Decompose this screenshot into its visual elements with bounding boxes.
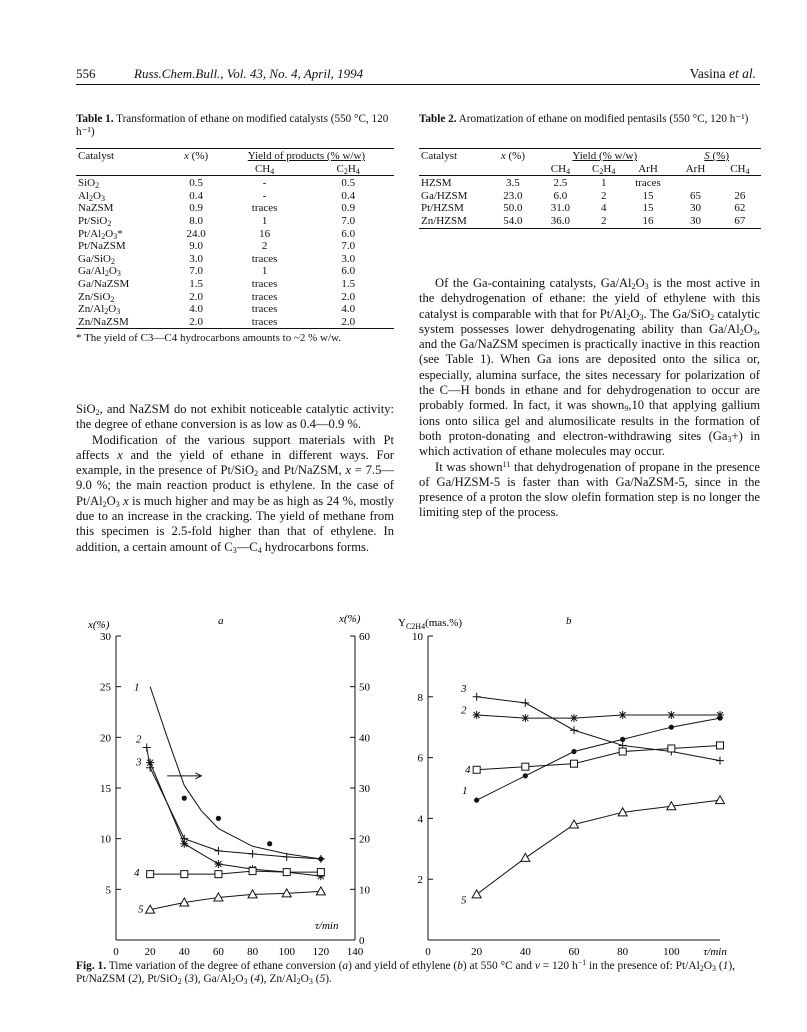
table1-row bbox=[76, 190, 394, 203]
data-point-triangle bbox=[472, 890, 481, 898]
table1-cell: 16 bbox=[259, 227, 271, 240]
panel-label-b: b bbox=[566, 615, 572, 627]
table1-cell: 24.0 bbox=[186, 227, 206, 240]
y-tick-label: 2 bbox=[417, 874, 423, 887]
table2-cell: 15 bbox=[642, 202, 654, 215]
table2-cell: 30 bbox=[690, 214, 702, 227]
table1-cell: 0.5 bbox=[189, 177, 203, 190]
y-tick-label: 8 bbox=[417, 691, 423, 704]
table1-cell: 0.9 bbox=[189, 202, 203, 215]
data-point-asterisk bbox=[667, 711, 675, 719]
data-point-asterisk bbox=[473, 711, 481, 719]
table1-cell: 1 bbox=[261, 214, 268, 227]
table1-cell: NaZSM bbox=[78, 202, 114, 215]
series-label-3: 3 bbox=[136, 756, 142, 769]
table1-row bbox=[76, 228, 394, 241]
left-paragraph-1: SiO$_2$, and NaZSM do not exhibit noticeable catalytic activity: the degree of ethane conversion is as low as 0.4—0.9 %. bbox=[76, 402, 394, 432]
data-point-dot bbox=[669, 725, 674, 730]
table1-row bbox=[76, 291, 394, 304]
table1-cell: 4.0 bbox=[341, 303, 356, 316]
table2-cell: 62 bbox=[734, 202, 746, 215]
table1-cell: 0.4 bbox=[341, 189, 356, 202]
y-tick-label-right: 50 bbox=[359, 681, 370, 694]
data-point-triangle bbox=[521, 853, 530, 861]
data-point-triangle bbox=[716, 796, 725, 804]
figure-caption-label: Fig. 1. bbox=[76, 960, 107, 972]
table1-cell: 1 bbox=[261, 265, 268, 278]
data-point-asterisk bbox=[180, 840, 188, 848]
table1-cell: traces bbox=[251, 252, 278, 265]
table1-cell: traces bbox=[251, 277, 278, 290]
table1-head-x: x (%) bbox=[183, 150, 209, 162]
table1-cell: 6.0 bbox=[341, 265, 356, 278]
x-tick-label: 40 bbox=[519, 946, 531, 958]
data-point-plus bbox=[570, 726, 578, 734]
table1-cell: 0.5 bbox=[341, 177, 356, 190]
data-point-square bbox=[181, 871, 188, 878]
table1-cell: 7.0 bbox=[341, 240, 356, 253]
table1-cell: SiO$_2$ bbox=[78, 177, 100, 191]
data-point-square bbox=[619, 748, 626, 755]
table1-label: Table 1. bbox=[76, 113, 114, 125]
chart-panel-b bbox=[398, 615, 727, 958]
table1-cell: 4.0 bbox=[189, 303, 203, 316]
table1-grid bbox=[76, 148, 394, 330]
table2-cell: traces bbox=[635, 177, 661, 190]
table2-cell: 31.0 bbox=[550, 202, 571, 215]
x-tick-label: 0 bbox=[113, 946, 119, 958]
table2-cell: 15 bbox=[642, 189, 654, 202]
data-point-square bbox=[283, 869, 290, 876]
table2-cell: 2 bbox=[600, 214, 607, 227]
series-label-5: 5 bbox=[138, 903, 144, 916]
table1 bbox=[76, 148, 394, 344]
table1-cell: 6.0 bbox=[341, 227, 356, 240]
table2-label: Table 2. bbox=[419, 113, 457, 125]
data-point-square bbox=[668, 745, 675, 752]
data-point-dot bbox=[182, 796, 187, 801]
table1-cell: 2.0 bbox=[189, 315, 203, 328]
table1-head-c2h4: $C_2H_4$ bbox=[336, 162, 360, 176]
y-tick-label-left: 5 bbox=[105, 884, 111, 897]
table2-row bbox=[419, 202, 761, 215]
table2-cell: Ga/HZSM bbox=[421, 189, 468, 202]
table2-cell: 1 bbox=[600, 177, 607, 190]
data-point-plus bbox=[473, 693, 481, 701]
data-point-square bbox=[522, 763, 529, 770]
right-column-text bbox=[419, 276, 760, 521]
table1-cell: traces bbox=[251, 202, 278, 215]
table2-caption bbox=[419, 113, 761, 126]
table2-row bbox=[419, 177, 761, 190]
axis-arrow bbox=[167, 773, 201, 779]
table2-cell: 23.0 bbox=[503, 189, 523, 202]
series-label-5: 5 bbox=[461, 894, 467, 907]
y-tick-label-right: 0 bbox=[359, 935, 365, 947]
x-tick-label: 60 bbox=[568, 946, 580, 958]
table2-sub-c2h4: $C_2H_4$ bbox=[592, 162, 616, 176]
x-tick-label: 80 bbox=[247, 946, 259, 958]
y-tick-label: 10 bbox=[412, 631, 423, 643]
x-tick-label: 120 bbox=[312, 946, 330, 958]
table1-head-ch4: $CH_4$ bbox=[254, 162, 275, 176]
right-paragraph-2: It was shown$^{11}$ that dehydrogenation of propane in the presence of Ga/HZSM-5 is faster than with Ga/NaZSM-5, since in the presence of a proton the slow olefin formation step is no longer the limiting step of the process. bbox=[419, 459, 760, 520]
table1-cell: 2 bbox=[261, 240, 268, 253]
table1-cell: 7.0 bbox=[341, 214, 356, 227]
data-point-dot bbox=[474, 798, 479, 803]
table1-row bbox=[76, 265, 394, 278]
table2-head-catalyst: Catalyst bbox=[421, 150, 458, 162]
x-tick-label: 20 bbox=[144, 946, 156, 958]
panel-label-a: a bbox=[218, 615, 224, 627]
table2-sub-ch4: $CH_4$ bbox=[550, 162, 571, 176]
table1-cell: 3.0 bbox=[189, 252, 203, 265]
y-tick-label-left: 20 bbox=[100, 732, 111, 745]
table1-row bbox=[76, 303, 394, 316]
table1-cell: Pt/SiO$_2$ bbox=[78, 214, 112, 228]
series-line bbox=[477, 715, 720, 718]
data-point-asterisk bbox=[716, 711, 724, 719]
y-tick-label-left: 30 bbox=[100, 631, 111, 643]
series-line bbox=[150, 687, 321, 859]
x-axis-label: τ/min bbox=[703, 946, 727, 958]
left-column-text bbox=[76, 402, 394, 555]
y-tick-label-left: 10 bbox=[100, 833, 111, 846]
journal-citation: Russ.Chem.Bull., Vol. 43, No. 4, April, 1994 bbox=[134, 66, 364, 81]
series-line bbox=[477, 697, 720, 761]
series-line bbox=[477, 745, 720, 769]
table1-caption-text: Transformation of ethane on modified catalysts (550 °C, 120 h⁻¹) bbox=[76, 113, 389, 139]
table2-row bbox=[419, 190, 761, 203]
data-point-plus bbox=[521, 699, 529, 707]
data-point-dot bbox=[571, 749, 576, 754]
table1-cell: 0.9 bbox=[341, 202, 356, 215]
right-paragraph-1: Of the Ga-containing catalysts, $Ga/Al_2O_3$ is the most active in the dehydrogenation of ethane: the yield of ethylene with this catalyst is comparable with that for $Pt/Al_2O_3$. The Ga/SiO$_2$ catalytic system possesses lower dehydrogenating ability than $Ga/Al_2O_3$, and the Ga/NaZSM specimen is practically inactive in this reaction (see Table 1). When Ga ions are deposited onto the silica or, especially, alumina surface, the sites necessary for polarization of the C—H bonds in ethane and for dehydrogenation to occur are probably formed. In fact, it was shown$_9$,10 that applying gallium ions onto silica gel and alumosilicate results in the formation of both proton-donating and electron-withdrawing sites $(Ga_3+)$ in which activation of ethane molecules may occur. bbox=[419, 276, 761, 459]
series-label-4: 4 bbox=[465, 763, 471, 776]
table1-cell: $Ga/Al_2O_3$ bbox=[78, 265, 121, 279]
x-tick-label: 80 bbox=[617, 946, 629, 958]
y-tick-label: 6 bbox=[417, 752, 423, 765]
table2-cell: 54.0 bbox=[503, 214, 523, 227]
table2-cell: HZSM bbox=[421, 177, 452, 190]
x-tick-label: 100 bbox=[278, 946, 295, 958]
table1-cell: 8.0 bbox=[189, 214, 203, 227]
x-tick-label: 20 bbox=[471, 946, 483, 958]
table1-row bbox=[76, 202, 394, 215]
data-point-square bbox=[317, 869, 324, 876]
table1-cell: traces bbox=[251, 290, 278, 303]
figure-caption-text: Time variation of the degree of ethane conversion (a) and yield of ethylene (b) at 550 °C and v = 120 $h^{-1}$ in the presence of: $Pt/Al_2O_3$ (1), Pt/NaZSM (2), Pt/SiO$_2$ (3), $Ga/Al_2O_3$ (4), $Zn/Al_2O_3$ (5). bbox=[76, 958, 735, 986]
table2 bbox=[419, 148, 761, 230]
table1-footnote: * The yield of C3—C4 hydrocarbons amounts to ~2 % w/w. bbox=[76, 332, 342, 345]
series-line bbox=[150, 871, 321, 874]
table1-cell: traces bbox=[251, 315, 278, 328]
series-label-4: 4 bbox=[134, 867, 140, 880]
table1-head-catalyst: Catalyst bbox=[78, 150, 115, 162]
table1-row bbox=[76, 177, 394, 190]
series-label-3: 3 bbox=[461, 683, 467, 696]
table2-cell: 2 bbox=[600, 189, 607, 202]
series-line bbox=[477, 800, 720, 894]
table2-cell: 26 bbox=[734, 189, 746, 202]
x-tick-label: 40 bbox=[178, 946, 190, 958]
x-axis-label: τ/min bbox=[315, 920, 339, 932]
data-point-dot bbox=[267, 841, 272, 846]
table2-cell: 2.5 bbox=[553, 177, 568, 190]
table1-cell: $Pt/Al_2O_3*$ bbox=[78, 227, 123, 241]
table1-cell: $Al_2O_3$ bbox=[78, 189, 105, 203]
table1-row bbox=[76, 253, 394, 266]
table1-cell: Zn/NaZSM bbox=[78, 315, 129, 328]
table2-grid bbox=[419, 148, 761, 230]
data-point-asterisk bbox=[570, 714, 578, 722]
table1-row bbox=[76, 215, 394, 228]
header-rule bbox=[76, 84, 760, 85]
data-point-dot bbox=[523, 773, 528, 778]
table1-row bbox=[76, 278, 394, 291]
table2-head-s: S (%) bbox=[704, 150, 730, 162]
data-point-plus bbox=[317, 855, 325, 863]
x-tick-label: 140 bbox=[346, 946, 364, 958]
table2-sub-arh2: ArH bbox=[685, 162, 706, 175]
table2-sub-ch4b: $CH_4$ bbox=[730, 162, 750, 176]
table2-head-x: x (%) bbox=[500, 150, 525, 162]
table2-cell: Pt/HZSM bbox=[421, 202, 464, 215]
series-line bbox=[150, 763, 321, 876]
table1-cell: Ga/SiO$_2$ bbox=[78, 252, 115, 266]
table2-cell: 16 bbox=[642, 214, 654, 227]
table1-cell: 1.5 bbox=[341, 277, 356, 290]
data-point-plus bbox=[716, 757, 724, 765]
table2-cell bbox=[719, 177, 761, 190]
series-line bbox=[147, 747, 321, 858]
table1-cell: 3.0 bbox=[341, 252, 356, 265]
table1-row bbox=[76, 240, 394, 253]
table1-cell: 7.0 bbox=[189, 265, 203, 278]
table2-row bbox=[419, 215, 761, 228]
table1-head-yield: Yield of products (% w/w) bbox=[247, 150, 366, 162]
series-label-2: 2 bbox=[461, 704, 467, 717]
y-tick-label: 4 bbox=[417, 813, 423, 826]
data-point-dot bbox=[216, 816, 221, 821]
table2-cell: 3.5 bbox=[506, 177, 520, 190]
y-axis-label-right: x(%) bbox=[339, 613, 361, 625]
series-label-2: 2 bbox=[136, 733, 142, 746]
x-tick-label: 0 bbox=[425, 946, 431, 958]
y-tick-label-right: 20 bbox=[359, 833, 370, 846]
y-tick-label-right: 40 bbox=[359, 732, 370, 745]
table2-head-yield: Yield (% w/w) bbox=[572, 150, 638, 162]
table2-cell: 67 bbox=[734, 214, 746, 227]
table2-cell: Zn/HZSM bbox=[421, 214, 467, 227]
table1-cell: Ga/NaZSM bbox=[78, 277, 130, 290]
y-tick-label-left: 25 bbox=[100, 681, 111, 694]
table2-cell: 65 bbox=[690, 189, 702, 202]
page-number: 556 bbox=[76, 66, 96, 81]
series-label-1: 1 bbox=[134, 681, 140, 694]
data-point-triangle bbox=[316, 887, 325, 895]
table2-cell bbox=[672, 177, 718, 190]
table1-cell: 1.5 bbox=[189, 277, 203, 290]
header-authors: Vasina et al. bbox=[689, 66, 756, 81]
y-tick-label-right: 60 bbox=[359, 631, 370, 643]
y-tick-label-right: 10 bbox=[359, 884, 370, 897]
data-point-plus bbox=[143, 743, 151, 751]
data-point-asterisk bbox=[619, 711, 627, 719]
data-point-asterisk bbox=[521, 714, 529, 722]
data-point-dot bbox=[620, 737, 625, 742]
table2-sub-arh: ArH bbox=[638, 162, 658, 175]
table1-cell: Zn/SiO$_2$ bbox=[78, 290, 115, 304]
table1-cell: $Zn/Al_2O_3$ bbox=[78, 303, 121, 317]
series-line bbox=[150, 891, 321, 909]
table1-cell: Pt/NaZSM bbox=[78, 240, 126, 253]
y-tick-label-right: 30 bbox=[359, 783, 370, 795]
x-tick-label: 60 bbox=[212, 946, 224, 958]
data-point-asterisk bbox=[214, 860, 222, 868]
figure-1 bbox=[0, 600, 807, 965]
table2-caption-text: Aromatization of ethane on modified pentasils (550 °C, 120 h⁻¹) bbox=[458, 113, 749, 125]
data-point-square bbox=[571, 760, 578, 767]
chart-panel-a bbox=[87, 613, 371, 958]
y-axis-label-left: x(%) bbox=[88, 619, 110, 631]
table2-cell: 4 bbox=[600, 202, 607, 215]
table1-cell: 9.0 bbox=[189, 240, 203, 253]
table1-cell: 2.0 bbox=[189, 290, 203, 303]
series-line bbox=[477, 718, 720, 800]
data-point-plus bbox=[214, 847, 222, 855]
table1-cell: 2.0 bbox=[341, 290, 356, 303]
table1-cell: - bbox=[262, 189, 267, 202]
table2-cell: 6.0 bbox=[553, 189, 568, 202]
data-point-plus bbox=[249, 850, 257, 858]
table1-cell: 2.0 bbox=[341, 315, 356, 328]
table1-row bbox=[76, 316, 394, 329]
table1-cell: 0.4 bbox=[189, 189, 203, 202]
table2-cell: 30 bbox=[690, 202, 702, 215]
data-point-square bbox=[215, 871, 222, 878]
y-axis-label: $Y_{C2H4}(mas.\%)$ bbox=[398, 617, 463, 631]
x-tick-label: 100 bbox=[663, 946, 680, 958]
table2-cell: 50.0 bbox=[503, 202, 523, 215]
left-paragraph-2: Modification of the various support materials with Pt affects x and the yield of ethane in different ways. For example, in the presence of Pt/SiO$_2$ and Pt/NaZSM, x = 7.5—9.0 %; the main reaction product is ethylene. In the case of $Pt/Al_2O_3$ x is much higher and may be as high as 24 %, mostly due to an increase in the cracking. The yield of methane from this specimen is 2.5-fold higher than that of ethylene. In addition, a certain amount of $C_3—C_4$ hydrocarbons forms. bbox=[76, 432, 395, 555]
data-point-square bbox=[717, 742, 724, 749]
data-point-square bbox=[147, 871, 154, 878]
series-label-1: 1 bbox=[462, 785, 468, 798]
figure-caption bbox=[76, 960, 760, 986]
table2-cell: 36.0 bbox=[550, 214, 571, 227]
table1-cell: traces bbox=[251, 303, 278, 316]
data-point-asterisk bbox=[146, 759, 154, 767]
data-point-square bbox=[249, 868, 256, 875]
table1-cell: - bbox=[262, 177, 267, 190]
table1-caption bbox=[76, 113, 394, 140]
data-point-square bbox=[473, 766, 480, 773]
y-tick-label-left: 15 bbox=[100, 783, 111, 795]
